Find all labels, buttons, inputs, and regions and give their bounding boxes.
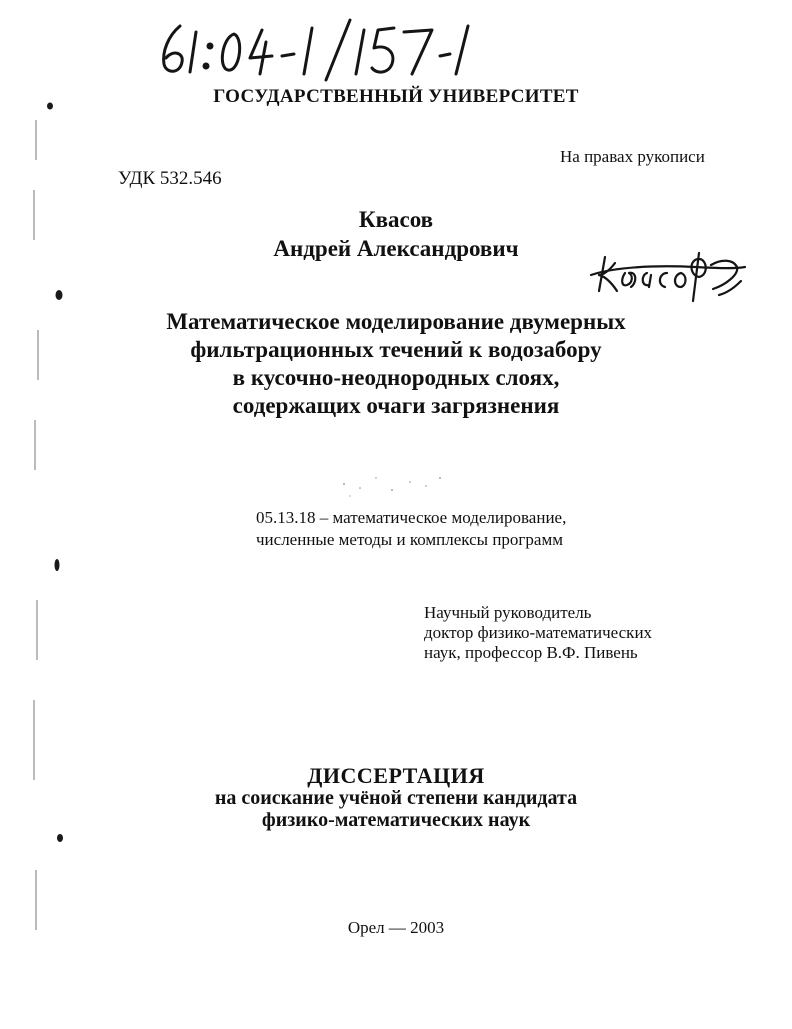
archive-number-handwritten	[150, 12, 480, 84]
title-line: в кусочно-неоднородных слоях,	[232, 365, 560, 390]
scan-specks	[330, 470, 470, 510]
degree-line: физико-математических наук	[261, 809, 531, 831]
advisor-line: доктор физико-математических	[424, 623, 653, 642]
dissertation-title	[0, 308, 792, 420]
title-line: фильтрационных течений к водозабору	[190, 337, 602, 362]
degree-block	[0, 765, 792, 831]
title-line: содержащих очаги загрязнения	[232, 393, 560, 418]
specialty-line: 05.13.18 – математическое моделирование,	[256, 508, 567, 527]
binding-margin-marks	[0, 0, 80, 1024]
advisor-block	[424, 603, 652, 663]
title-line: Математическое моделирование двумерных	[166, 309, 626, 334]
university-name: ГОСУДАРСТВЕННЫЙ УНИВЕРСИТЕТ	[213, 86, 579, 107]
degree-line: на соискание учёной степени кандидата	[214, 787, 578, 809]
manuscript-rights-note: На правах рукописи	[560, 147, 705, 166]
specialty-line: численные методы и комплексы программ	[256, 530, 563, 549]
author-signature	[585, 245, 750, 303]
advisor-line: наук, профессор В.Ф. Пивень	[424, 643, 638, 662]
city-year: Орел — 2003	[347, 918, 445, 937]
udc-code: УДК 532.546	[118, 168, 222, 189]
specialty-block	[256, 507, 566, 551]
author-given-names: Андрей Александрович	[273, 236, 519, 261]
author-surname: Квасов	[358, 207, 434, 232]
degree-heading: ДИССЕРТАЦИЯ	[307, 763, 485, 788]
advisor-line: Научный руководитель	[424, 603, 592, 622]
